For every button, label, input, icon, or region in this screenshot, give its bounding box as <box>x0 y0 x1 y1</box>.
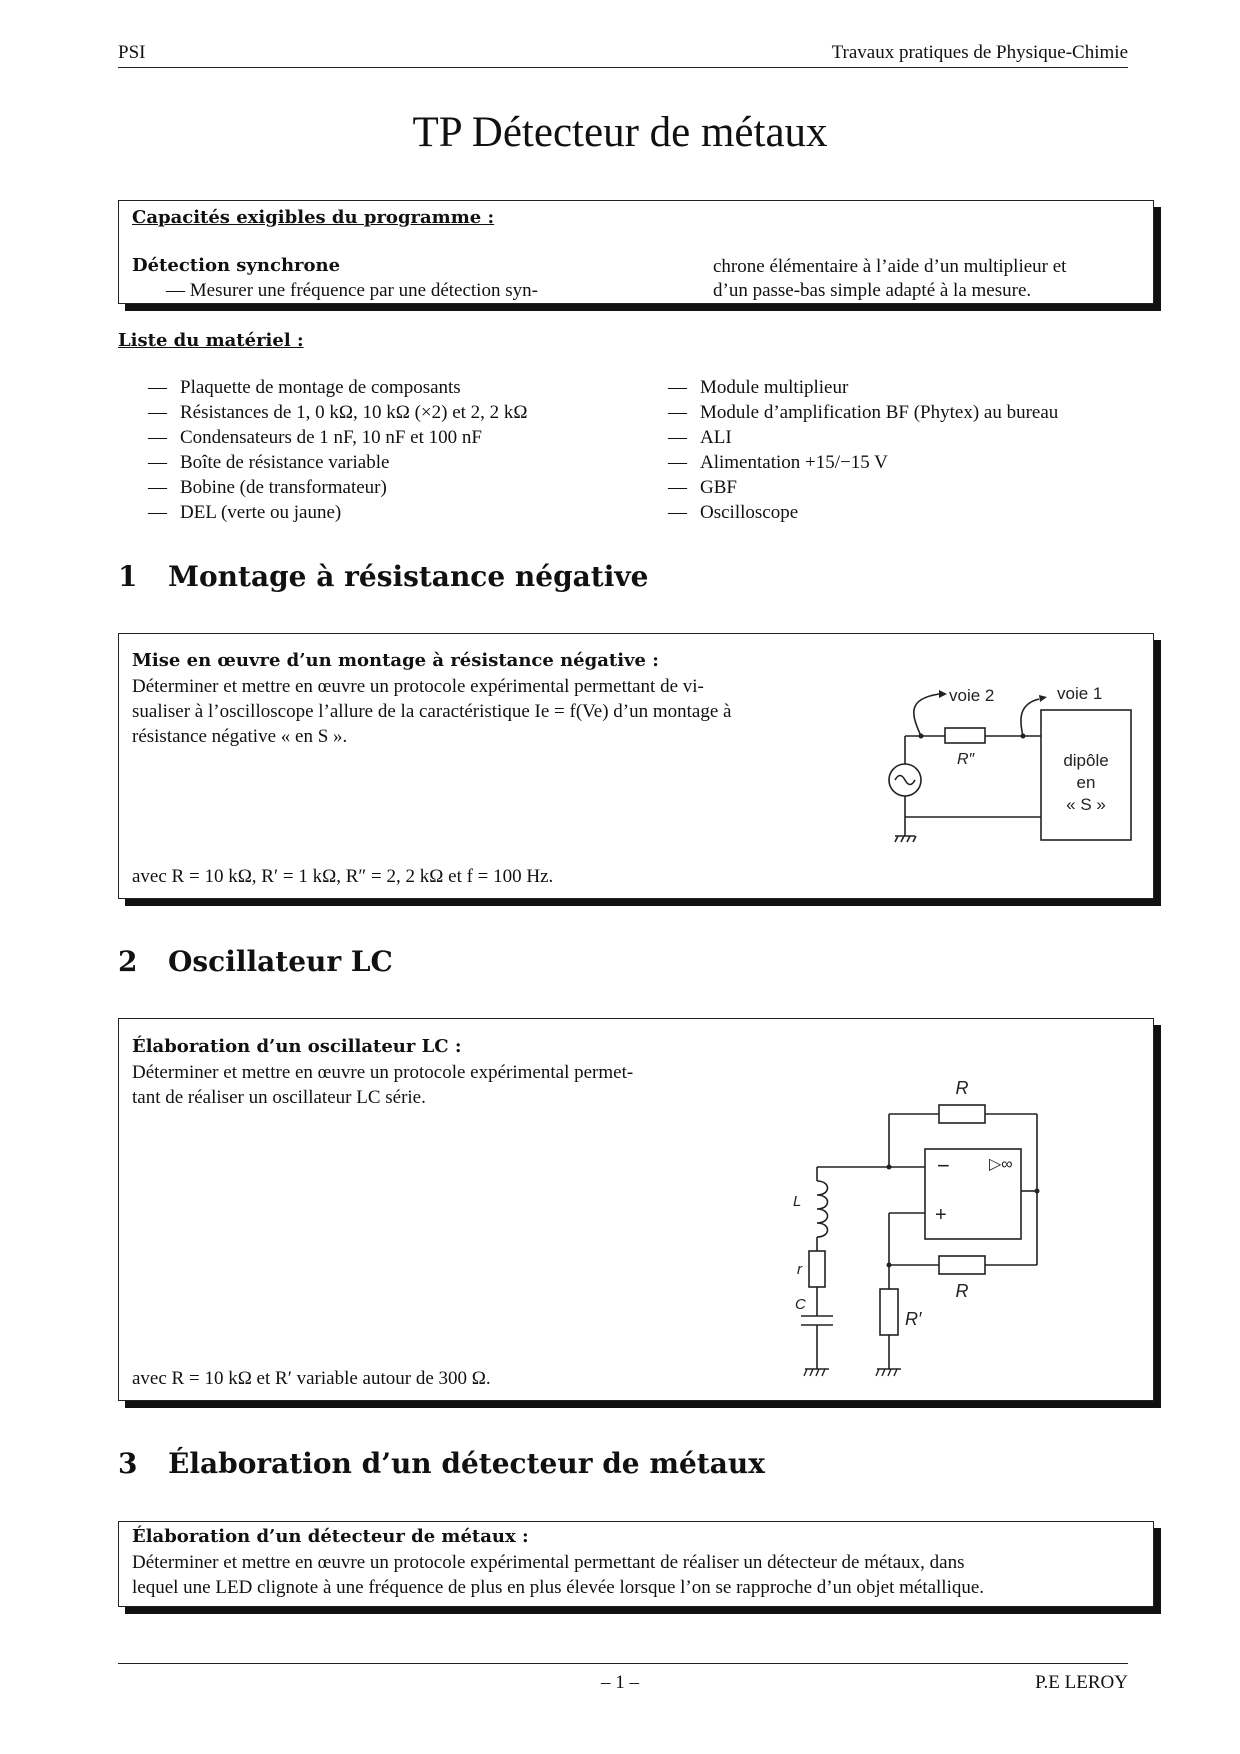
opamp-symbol: ▷∞ <box>989 1156 1013 1173</box>
section-3-box <box>118 1521 1154 1607</box>
list-item: — DEL (verte ou jaune) <box>148 502 342 523</box>
opamp-minus-label: − <box>937 1153 950 1178</box>
dipole-label-line2: en <box>1076 773 1096 792</box>
voie2-label: voie 2 <box>949 686 995 705</box>
section-number: 2 <box>118 945 138 978</box>
section-1-box <box>118 633 1154 899</box>
section-2-box <box>118 1018 1154 1401</box>
section-2-text-line1: Déterminer et mettre en œuvre un protocole expérimental permet- <box>132 1062 634 1083</box>
dipole-label-line1: dipôle <box>1063 751 1109 770</box>
list-item: — Module d’amplification BF (Phytex) au bureau <box>668 402 1059 423</box>
section-number: 3 <box>118 1447 138 1480</box>
capacitor-label: C <box>795 1296 806 1313</box>
capacites-item-part2-line1: chrone élémentaire à l’aide d’un multiplieur et <box>713 256 1067 277</box>
capacites-item-part1: — Mesurer une fréquence par une détection syn- <box>166 280 538 301</box>
page-number: – 1 – <box>601 1672 639 1693</box>
section-1-box-heading: Mise en œuvre d’un montage à résistance négative : <box>132 650 659 671</box>
small-r-label: r <box>797 1261 802 1278</box>
section-3-box-heading: Élaboration d’un détecteur de métaux : <box>132 1526 529 1547</box>
r-mid-label: R <box>955 1281 969 1301</box>
section-3-text-line1: Déterminer et mettre en œuvre un protocole expérimental permettant de réaliser un détecteur de métaux, dans <box>132 1552 965 1573</box>
voie1-label: voie 1 <box>1057 684 1103 703</box>
materiel-list-left <box>148 375 528 525</box>
section-2-box-heading: Élaboration d’un oscillateur LC : <box>132 1036 462 1057</box>
section-1-text-line3: résistance négative « en S ». <box>132 726 348 747</box>
page-title: TP Détecteur de métaux <box>412 109 828 156</box>
header-right: Travaux pratiques de Physique-Chimie <box>831 42 1128 63</box>
materiel-heading: Liste du matériel : <box>118 330 304 351</box>
list-item: — Bobine (de transformateur) <box>148 477 387 498</box>
section-title: Oscillateur LC <box>168 945 393 978</box>
header-rule <box>118 67 1128 68</box>
footer-rule <box>118 1663 1128 1664</box>
list-item: — Boîte de résistance variable <box>148 452 390 473</box>
section-title: Montage à résistance négative <box>168 560 649 593</box>
section-1-heading <box>118 560 648 593</box>
capacites-subheading: Détection synchrone <box>132 255 341 276</box>
section-1-text-line2: sualiser à l’oscilloscope l’allure de la caractéristique Ie = f(Ve) d’un montage à <box>132 701 732 722</box>
lc-oscillator-circuit <box>759 1039 1059 1389</box>
r-prime-label: R′ <box>905 1309 922 1329</box>
capacites-heading: Capacités exigibles du programme : <box>132 207 495 228</box>
section-title: Élaboration d’un détecteur de métaux <box>168 1447 765 1480</box>
section-3-heading <box>118 1447 765 1480</box>
section-1-footer: avec R = 10 kΩ, R′ = 1 kΩ, R″ = 2, 2 kΩ et f = 100 Hz. <box>132 866 554 887</box>
header-left: PSI <box>118 42 146 63</box>
list-item: — Résistances de 1, 0 kΩ, 10 kΩ (×2) et 2, 2 kΩ <box>148 402 528 423</box>
section-number: 1 <box>118 560 138 593</box>
section-2-heading <box>118 945 393 978</box>
opamp-plus-label: + <box>935 1204 947 1226</box>
dipole-label-line3: « S » <box>1066 795 1106 814</box>
list-item: — Oscilloscope <box>668 502 799 523</box>
capacites-item-part2-line2: d’un passe-bas simple adapté à la mesure. <box>713 280 1032 301</box>
materiel-list-right <box>668 375 1058 525</box>
resistor-label: R″ <box>957 751 975 768</box>
negative-resistance-circuit <box>859 654 1139 854</box>
section-2-text-line2: tant de réaliser un oscillateur LC série. <box>132 1087 426 1108</box>
section-1-text-line1: Déterminer et mettre en œuvre un protocole expérimental permettant de vi- <box>132 676 704 697</box>
list-item: — Condensateurs de 1 nF, 10 nF et 100 nF <box>148 427 482 448</box>
section-2-footer: avec R = 10 kΩ et R′ variable autour de 300 Ω. <box>132 1368 491 1389</box>
section-3-text-line2: lequel une LED clignote à une fréquence de plus en plus élevée lorsque l’on se rapproche d’un objet métallique. <box>132 1577 985 1598</box>
list-item: — GBF <box>668 477 737 498</box>
inductor-label: L <box>793 1193 802 1210</box>
list-item: — Module multiplieur <box>668 377 849 398</box>
r-top-label: R <box>955 1078 969 1098</box>
list-item: — Plaquette de montage de composants <box>148 377 461 398</box>
capacites-box <box>118 200 1154 304</box>
list-item: — ALI <box>668 427 732 448</box>
list-item: — Alimentation +15/−15 V <box>668 452 888 473</box>
footer-author: P.E LEROY <box>1035 1672 1128 1693</box>
